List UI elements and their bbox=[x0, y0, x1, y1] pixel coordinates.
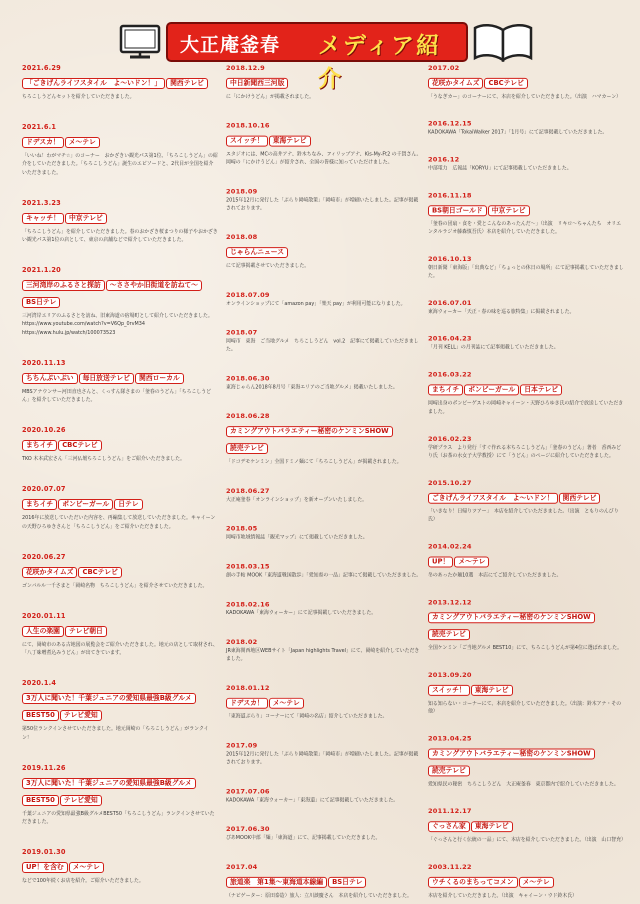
program-tag: CBCテレビ bbox=[484, 78, 527, 89]
tv-icon bbox=[118, 22, 162, 60]
media-entry bbox=[22, 764, 218, 826]
entry-description: 東海じゃらん2018年8月号「東海エリアのご当地グルメ」掲載いたしました。 bbox=[226, 384, 398, 391]
program-tag: メ～テレ bbox=[65, 137, 100, 148]
entry-description: スタジオには、MCの高井アナ、鈴木ちなみ、フィリップアナ、Kis-My-Ft2 の千賀さん。岡崎の「にかけうどん」が紹介され、全国の皆様に知っていただけました。 bbox=[226, 151, 422, 166]
media-entry bbox=[22, 266, 218, 337]
entry-program-tags bbox=[428, 201, 624, 218]
program-tag: 読売テレビ bbox=[428, 766, 470, 777]
media-entry bbox=[226, 187, 422, 212]
entry-date: 2020.11.13 bbox=[22, 358, 66, 367]
column-middle bbox=[226, 64, 422, 900]
entry-date: 2018.01.12 bbox=[226, 684, 270, 693]
entry-program-tags bbox=[226, 74, 422, 91]
entry-description: KADOKAWA「東海ウォーカー」にて記事掲載していただきました。 bbox=[226, 610, 377, 617]
program-tag: BEST50 bbox=[22, 795, 59, 806]
media-entry bbox=[428, 255, 624, 280]
program-tag: 中日新聞西三河版 bbox=[226, 78, 288, 89]
program-tag: 「ごきげんライフスタイル よ～いドン！」 bbox=[22, 78, 165, 89]
entry-description: 東海ウォーカー「天正・春の味を巡る旅特集」に掲載されました。 bbox=[428, 309, 575, 316]
entry-program-tags bbox=[22, 133, 218, 150]
entry-program-tags bbox=[428, 608, 624, 642]
entry-program-tags bbox=[226, 694, 422, 711]
program-tag: 関西ローカル bbox=[135, 373, 184, 384]
entry-date: 2003.11.22 bbox=[428, 863, 472, 872]
program-tag: まちイチ bbox=[428, 385, 463, 396]
entry-description: 知る知らない・コーナーにて、本店を紹介していただきました。（出演：鈴木アナ・その他） bbox=[428, 700, 622, 715]
media-entry bbox=[428, 64, 624, 101]
entry-date: 2017.04 bbox=[226, 863, 258, 872]
program-tag: キャッチ！ bbox=[22, 213, 64, 224]
media-entry bbox=[226, 525, 422, 542]
media-entry bbox=[22, 123, 218, 177]
entry-date: 2017.02 bbox=[428, 64, 460, 72]
entry-program-tags bbox=[22, 209, 218, 226]
entry-program-tags bbox=[428, 681, 624, 698]
entry-date: 2016.07.01 bbox=[428, 299, 472, 308]
entry-date: 2017.09 bbox=[226, 741, 258, 750]
entry-program-tags bbox=[22, 689, 218, 723]
entry-date: 2016.11.18 bbox=[428, 191, 472, 200]
entry-description: にて記事掲載させていただきました。 bbox=[226, 263, 310, 270]
entry-date: 2019.01.30 bbox=[22, 848, 66, 857]
media-entry bbox=[428, 191, 624, 236]
program-tag: 東海テレビ bbox=[471, 685, 513, 696]
program-tag: 中京テレビ bbox=[65, 213, 107, 224]
media-entry bbox=[428, 120, 624, 137]
entry-program-tags bbox=[22, 495, 218, 512]
media-entry bbox=[226, 825, 422, 842]
program-tag: 花咲かタイムズ bbox=[22, 567, 77, 578]
program-tag: 3万人に聞いた！千葉ジュニアの愛知県最強B級グルメ bbox=[22, 693, 196, 704]
program-tag: 三河湾岸のふるさと探訪 bbox=[22, 280, 105, 291]
media-entry bbox=[226, 638, 422, 663]
entry-date: 2018.07 bbox=[226, 328, 258, 337]
media-entry bbox=[22, 64, 218, 101]
entry-description: 「ちろこしうどん」を紹介していただきました。春のおかざき桜まつりの様子やおかざきい観光パス第1位の店として、東京の店舗などで紹介していただきました。 bbox=[22, 228, 218, 244]
entry-date: 2016.12.15 bbox=[428, 119, 472, 128]
entry-description: 「月刊 KELL」の月刊誌にて記事掲載していただきました。 bbox=[428, 344, 559, 351]
entry-date: 2018.06.28 bbox=[226, 412, 270, 421]
program-tag: UP！を含む bbox=[22, 862, 68, 873]
entry-description: 岡崎市地域情報誌「観光マップ」にて掲載していただきました。 bbox=[226, 534, 368, 541]
entry-program-tags bbox=[22, 858, 218, 875]
entry-description: 中部電力 広報誌「KORYU」にて記事掲載していただきました。 bbox=[428, 165, 572, 172]
program-tag: ドデスカ！ bbox=[226, 698, 268, 709]
entry-description: 朝日新聞「東海版」「出典など」「ちょっとの休日の場所」にて記事掲載していただきました。 bbox=[428, 265, 624, 280]
entry-program-tags bbox=[22, 774, 218, 808]
media-entry bbox=[428, 598, 624, 652]
media-entry bbox=[428, 863, 624, 900]
media-entry bbox=[226, 291, 422, 308]
entry-description: 2015年12月に発行した「ぶらり岡崎散策」「岡崎市」が増刷いたしました。記事が掲載されております。 bbox=[226, 751, 419, 766]
media-entry bbox=[226, 563, 422, 580]
entry-description: にて、岡崎市のある古地図の展覧会をご紹介いただきました。地元の店として取材され、「八丁味噌煮込みうどん」が出てきています。 bbox=[22, 642, 218, 657]
entry-description: 愛知県民の秘密 ちろこしうどん 大正庵釜春 東京都内で紹介していただきました。 bbox=[428, 781, 619, 788]
book-icon bbox=[472, 20, 534, 62]
program-tag: テレビ朝日 bbox=[65, 626, 107, 637]
program-tag: 関西テレビ bbox=[166, 78, 208, 89]
entry-program-tags bbox=[226, 873, 422, 890]
entry-program-tags bbox=[22, 622, 218, 639]
entry-date: 2018.02.16 bbox=[226, 600, 270, 609]
program-tag: BEST50 bbox=[22, 710, 59, 721]
media-entry bbox=[428, 807, 624, 844]
program-tag: BS日テレ bbox=[22, 297, 60, 308]
entry-description: KADOKAWA「東海ウォーカー」「東海道」にて記事掲載していただきました。 bbox=[226, 797, 399, 804]
program-tag: メ～テレ bbox=[269, 698, 304, 709]
media-entry bbox=[226, 863, 422, 900]
entry-program-tags bbox=[428, 873, 624, 890]
media-entry bbox=[428, 479, 624, 524]
media-entry bbox=[226, 600, 422, 617]
media-entry bbox=[428, 156, 624, 173]
program-tag: メ～テレ bbox=[454, 557, 489, 568]
entry-program-tags bbox=[428, 817, 624, 834]
media-entry bbox=[428, 335, 624, 352]
entry-program-tags bbox=[428, 745, 624, 779]
entry-program-tags bbox=[226, 422, 422, 456]
entry-date: 2018.06.30 bbox=[226, 374, 270, 383]
program-tag: カミングアウトバラエティー秘密のケンミンSHOW bbox=[226, 426, 393, 437]
program-tag: ごきげんライフスタイル よ～いドン！ bbox=[428, 493, 558, 504]
entry-date: 2018.05 bbox=[226, 524, 258, 533]
entry-date: 2011.12.17 bbox=[428, 807, 472, 816]
entry-date: 2013.04.25 bbox=[428, 734, 472, 743]
entry-description: KADOKAWA「TokaiWalker 2017」「1月号」にて記事掲載していただきました。 bbox=[428, 129, 608, 136]
program-tag: 3万人に聞いた！千葉ジュニアの愛知県最強B級グルメ bbox=[22, 778, 196, 789]
media-entry bbox=[226, 329, 422, 354]
entry-description: ぴあMOOK中部「麺」「東海道」にて、記事掲載していただきました。 bbox=[226, 835, 381, 842]
entry-description: TKO 木本武宏さん「三河仏壇ちろこしうどん」をご紹介いただきました。 bbox=[22, 456, 185, 463]
entry-description: ゴンバルル一千さまと「岡崎名物 ちろこしうどん」を紹介させていただきました。 bbox=[22, 582, 208, 589]
program-tag: メ～テレ bbox=[69, 862, 104, 873]
entry-description: 千葉ジュニアの愛知県最強B級グルメBEST50「ちろこしうどん」ランクインさせていただきました。 bbox=[22, 810, 215, 826]
program-tag: CBCテレビ bbox=[58, 440, 101, 451]
entry-date: 2017.07.06 bbox=[226, 787, 270, 796]
program-tag: BS日テレ bbox=[328, 877, 366, 888]
program-tag: 関西テレビ bbox=[559, 493, 601, 504]
media-entry bbox=[22, 199, 218, 244]
program-tag: カミングアウトバラエティー秘密のケンミンSHOW bbox=[428, 612, 595, 623]
media-entry bbox=[226, 233, 422, 270]
entry-description: MBSアナウンサー河田直也さんと、くっすん隊さまの「釜春のうどん」「ちろこしうどん」を紹介していただきました。 bbox=[22, 388, 212, 404]
entry-program-tags bbox=[226, 132, 422, 149]
media-entry bbox=[226, 684, 422, 721]
column-right bbox=[428, 64, 624, 900]
media-entry bbox=[428, 735, 624, 789]
entry-date: 2018.08 bbox=[226, 233, 258, 242]
entry-program-tags bbox=[22, 369, 218, 386]
entry-program-tags bbox=[22, 74, 218, 91]
program-tag: ちちんぷいぷい bbox=[22, 373, 78, 384]
entry-description: 2015年12月に発行した「ぶらり岡崎散策」「岡崎市」が増刷いたしました。記事が掲載されております。 bbox=[226, 197, 419, 212]
entry-date: 2016.03.22 bbox=[428, 370, 472, 379]
entry-description: 学研プラス より発行「すぐ作れる本ちろこしうどん」「釜春のうどん」著者 香西みどり氏（お茶の水女子大学教授）にて「うどん」のページに紹介していただきました。 bbox=[428, 444, 622, 459]
entry-date: 2016.12 bbox=[428, 155, 460, 164]
entry-date: 2021.6.29 bbox=[22, 64, 61, 72]
media-entry bbox=[428, 543, 624, 580]
entry-description: 「うなぎカー」のコーナーにて、本店を紹介していただきました。（出演 ハマカーン） bbox=[428, 93, 621, 100]
entry-program-tags bbox=[428, 489, 624, 506]
entry-date: 2016.02.23 bbox=[428, 434, 472, 443]
entry-description: 「釜春の団扇・食を・愛とこんなのあったんだ～」（出演 リキロ〜ちゃんたち オリエンタルラジオ藤森慎吾氏）本店を紹介していただきました。 bbox=[428, 221, 622, 236]
program-tag: ～ささやか旧街道を訪ねて～ bbox=[106, 280, 202, 291]
program-tag: テレビ愛知 bbox=[60, 710, 102, 721]
media-entry bbox=[428, 299, 624, 316]
entry-date: 2021.6.1 bbox=[22, 123, 57, 132]
entry-date: 2015.10.27 bbox=[428, 478, 472, 487]
entry-description: JR東海関西地区WEBサイト「Japan highlights Travel」にて、岡崎を紹介していただきました。 bbox=[226, 648, 420, 663]
entry-date: 2020.01.11 bbox=[22, 612, 66, 621]
program-tag: スイッチ！ bbox=[226, 136, 268, 147]
entry-date: 2016.04.23 bbox=[428, 335, 472, 344]
program-tag: ぐっさん家 bbox=[428, 821, 470, 832]
program-tag: UP！ bbox=[428, 557, 453, 568]
entry-program-tags bbox=[428, 74, 624, 91]
program-tag: CBCテレビ bbox=[78, 567, 121, 578]
program-tag: カミングアウトバラエティー秘密のケンミンSHOW bbox=[428, 749, 595, 760]
media-entry bbox=[428, 435, 624, 460]
entry-date: 2018.10.16 bbox=[226, 121, 270, 130]
media-entry bbox=[22, 485, 218, 530]
program-tag: テレビ愛知 bbox=[60, 795, 102, 806]
program-tag: 日本テレビ bbox=[520, 385, 562, 396]
entry-description: 「いいね！わがマチ☆」のコーナー おかざきい観光パス第1位、「ちろこしうどん」の紹介をしていただきました。「ちろこしうどん」誕生のエピソードと、2代目が全国を紹介いただきました。 bbox=[22, 153, 218, 176]
entry-date: 2020.1.4 bbox=[22, 679, 57, 688]
program-tag: ドデスカ！ bbox=[22, 137, 64, 148]
media-entry bbox=[226, 64, 422, 101]
entry-description: 創の手帖 MOOK「東海道戦国散歩」「愛知県の一品」記事にて掲載していただきました。 bbox=[226, 572, 422, 579]
media-entry bbox=[226, 742, 422, 767]
entry-date: 2018.02 bbox=[226, 638, 258, 647]
program-tag: メ～テレ bbox=[519, 877, 554, 888]
entry-date: 2018.12.9 bbox=[226, 64, 265, 72]
media-entry bbox=[226, 487, 422, 504]
entry-description: 本店を紹介していただきました。（出演 キャイーン・ウド鈴木氏） bbox=[428, 893, 578, 900]
entry-description: などで100年続くお店を紹介。ご紹介いただきました。 bbox=[22, 878, 144, 885]
entry-description: 「いきなり！日帰りツアー」 本店を紹介していただきました。（出演 ともりのんびり氏） bbox=[428, 508, 619, 523]
media-entry bbox=[22, 553, 218, 590]
program-tag: まちイチ bbox=[22, 499, 57, 510]
media-entry bbox=[22, 426, 218, 463]
entry-date: 2021.3.23 bbox=[22, 198, 61, 207]
entry-date: 2018.09 bbox=[226, 187, 258, 196]
program-tag: ボンビーガール bbox=[58, 499, 113, 510]
entry-date: 2020.07.07 bbox=[22, 485, 66, 494]
media-entry bbox=[22, 848, 218, 885]
media-entry bbox=[22, 612, 218, 657]
media-entry bbox=[22, 359, 218, 404]
entry-description: 岡崎市 東海 ご当地グルメ ちろこしうどん vol.2 記事にて掲載していただきました。 bbox=[226, 338, 419, 353]
entry-description: 大正庵釜春「オンラインショップ」を新オープンいたしました。 bbox=[226, 497, 368, 504]
program-tag: 旅道楽 第1集～東海道本線編 bbox=[226, 877, 327, 888]
entry-description: 「ぐっさんと行く伝統の一品」にて、本店を紹介していただきました。（出演 山口智充） bbox=[428, 837, 626, 844]
program-tag: ボンビーガール bbox=[464, 385, 519, 396]
entry-description: 2016年に放送していただいた内容を、再編集して放送していただきました。キャイーンの天野ひろゆきさんと「ちろこしうどん」をご紹介いただきました。 bbox=[22, 515, 216, 530]
media-entry bbox=[428, 671, 624, 716]
entry-description: （ナビゲーター：原田泰造）旅人：立川談慶さん 本店を紹介していただきました。 bbox=[226, 893, 412, 900]
entry-date: 2021.1.20 bbox=[22, 266, 61, 275]
program-tag: まちイチ bbox=[22, 440, 57, 451]
entry-program-tags bbox=[22, 276, 218, 310]
media-entry bbox=[22, 679, 218, 741]
entry-date: 2013.12.12 bbox=[428, 598, 472, 607]
entry-description: 岡崎出身のボンビーゲストの岡崎キャイーン・天野ひろゆき氏の紹介で放送していただきました。 bbox=[428, 400, 624, 415]
entry-description: 全国ケンミン「ご当地グルメ BEST10」にて、ちろこしうどんが第4位に選ばれました。 bbox=[428, 645, 622, 652]
column-left bbox=[22, 64, 218, 885]
media-entry bbox=[428, 371, 624, 416]
entry-description: 三河湾岸エリアのふるさとを訪ね、旧東海道の宿場町として紹介していただきました。https://www.youtube.com/watch?v=V6Qp_0rvM34 https://www.hulu.jp/watch/100073523 bbox=[22, 313, 213, 336]
program-tag: 花咲かタイムズ bbox=[428, 78, 483, 89]
title-main: 大正庵釜春 bbox=[180, 34, 281, 56]
program-tag: 東海テレビ bbox=[471, 821, 513, 832]
entry-date: 2018.03.15 bbox=[226, 562, 270, 571]
entry-description: 「ドコデモケンミン」全国ドミノ麺にて「ちろこしうどん」が掲載されました。 bbox=[226, 459, 402, 466]
entry-description: ちろこしうどんセットを紹介していただきました。 bbox=[22, 94, 135, 100]
entry-program-tags bbox=[428, 553, 624, 570]
program-tag: 東海テレビ bbox=[269, 136, 311, 147]
program-tag: 読売テレビ bbox=[428, 629, 470, 640]
program-tag: 中京テレビ bbox=[488, 205, 530, 216]
entry-description: 「東海道ぶらり」コーナーにて「岡崎の名店」紹介していただきました。 bbox=[226, 713, 388, 720]
entry-date: 2016.10.13 bbox=[428, 255, 472, 264]
entry-date: 2019.11.26 bbox=[22, 763, 66, 772]
title-accent: メディア紹介 bbox=[318, 33, 442, 92]
program-tag: スイッチ！ bbox=[428, 685, 470, 696]
entry-date: 2013.09.20 bbox=[428, 670, 472, 679]
entry-date: 2020.06.27 bbox=[22, 552, 66, 561]
program-tag: ウチくるのまちってコメン bbox=[428, 877, 518, 888]
media-entry bbox=[226, 413, 422, 467]
entry-description: に「にかけうどん」が掲載されました。 bbox=[226, 93, 315, 100]
media-entry bbox=[226, 375, 422, 392]
program-tag: 人生の楽園 bbox=[22, 626, 64, 637]
entry-description: 冬のあったか麺10選 本店にてご紹介していただきました。 bbox=[428, 572, 562, 579]
entry-program-tags bbox=[428, 381, 624, 398]
program-tag: じゃらんニュース bbox=[226, 247, 288, 258]
program-tag: 毎日放送テレビ bbox=[79, 373, 134, 384]
media-entry bbox=[226, 122, 422, 167]
program-tag: 日テレ bbox=[114, 499, 142, 510]
entry-date: 2020.10.26 bbox=[22, 426, 66, 435]
entry-date: 2018.06.27 bbox=[226, 487, 270, 496]
program-tag: BS朝日ゴールド bbox=[428, 205, 487, 216]
entry-description: 第50位ランクインさせていただきました。地元岡崎の「ちろこしうどん」がランクイン！ bbox=[22, 726, 209, 741]
entry-program-tags bbox=[22, 563, 218, 580]
entry-date: 2017.06.30 bbox=[226, 825, 270, 834]
entry-date: 2018.07.09 bbox=[226, 291, 270, 300]
program-tag: 読売テレビ bbox=[226, 443, 268, 454]
entry-program-tags bbox=[22, 436, 218, 453]
entry-description: オンラインショップにて「amazon pay」「楽天 pay」が利用可能になりました。 bbox=[226, 301, 406, 307]
media-entry bbox=[226, 788, 422, 805]
entry-program-tags bbox=[226, 243, 422, 260]
entry-date: 2014.02.24 bbox=[428, 542, 472, 551]
